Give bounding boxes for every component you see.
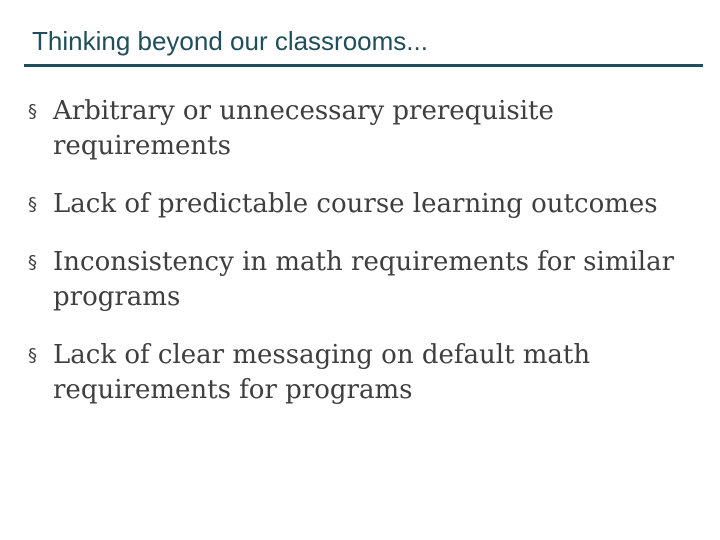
bullet-text: Lack of predictable course learning outcomes <box>53 189 658 219</box>
slide-title: Thinking beyond our classrooms... <box>32 26 428 56</box>
bullet-item <box>28 94 688 164</box>
bullet-item <box>28 187 688 222</box>
bullet-list <box>28 94 688 431</box>
title-underline <box>24 64 703 67</box>
section-bullet-icon: § <box>28 252 37 273</box>
bullet-item <box>28 338 688 408</box>
bullet-item <box>28 245 688 315</box>
section-bullet-icon: § <box>28 345 37 366</box>
section-bullet-icon: § <box>28 194 37 215</box>
section-bullet-icon: § <box>28 101 37 122</box>
bullet-text: Inconsistency in math requirements for similar programs <box>53 247 675 312</box>
bullet-text: Arbitrary or unnecessary prerequisite requirements <box>53 96 554 161</box>
bullet-text: Lack of clear messaging on default math requirements for programs <box>53 340 591 405</box>
